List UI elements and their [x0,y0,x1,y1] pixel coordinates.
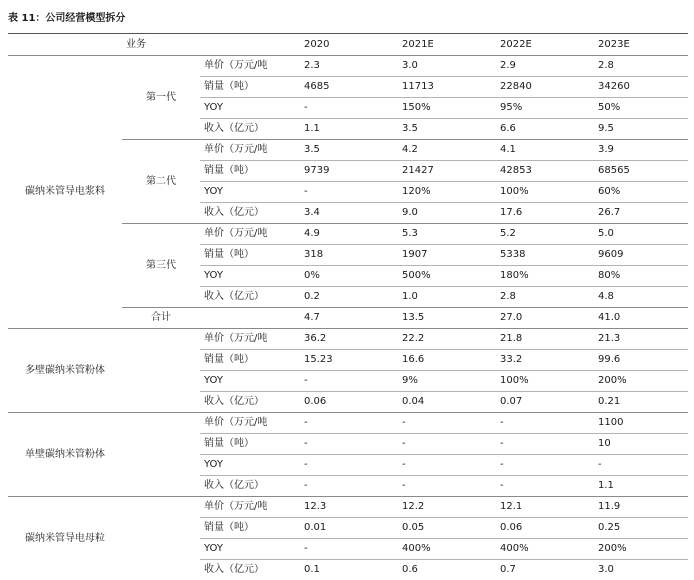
value-cell: 3.5 [300,140,398,161]
metric-label: 销量（吨） [200,350,300,371]
value-cell: 50% [594,98,688,119]
metric-label: 销量（吨） [200,434,300,455]
subgroup-name: 第一代 [122,56,200,140]
header-year: 2021E [398,35,496,56]
value-cell: 4.9 [300,224,398,245]
value-cell: 120% [398,182,496,203]
value-cell: 4.1 [496,140,594,161]
value-cell: 4.8 [594,287,688,308]
value-cell: 0.07 [496,392,594,413]
value-cell: - [594,455,688,476]
value-cell: 100% [496,182,594,203]
metric-label: 单价（万元/吨 [200,413,300,434]
value-cell: 22840 [496,77,594,98]
value-cell: 80% [594,266,688,287]
value-cell: 100% [496,371,594,392]
header-year: 2022E [496,35,594,56]
metric-label: YOY [200,371,300,392]
group-name: 碳纳米管导电浆料 [8,56,122,329]
metric-label: 收入（亿元） [200,392,300,413]
metric-label: 销量（吨） [200,245,300,266]
value-cell: 3.0 [398,56,496,77]
value-cell: - [300,476,398,497]
metric-label: 单价（万元/吨 [200,140,300,161]
metric-label: YOY [200,182,300,203]
value-cell: 1.1 [300,119,398,140]
value-cell: 0.7 [496,560,594,580]
value-cell: 41.0 [594,308,688,329]
value-cell: - [300,182,398,203]
value-cell: 68565 [594,161,688,182]
subgroup-name: 第二代 [122,140,200,224]
value-cell: 318 [300,245,398,266]
header-business: 业务 [122,35,300,56]
value-cell: 34260 [594,77,688,98]
metric-label: YOY [200,455,300,476]
value-cell: 5338 [496,245,594,266]
value-cell: - [300,371,398,392]
value-cell: 11.9 [594,497,688,518]
value-cell: 21427 [398,161,496,182]
value-cell: - [300,455,398,476]
metric-label: 销量（吨） [200,77,300,98]
subgroup-name [122,413,200,497]
title-underline [8,33,688,34]
value-cell: 2.9 [496,56,594,77]
value-cell: 0.25 [594,518,688,539]
group-name: 单壁碳纳米管粉体 [8,413,122,497]
value-cell: 12.1 [496,497,594,518]
value-cell: 6.6 [496,119,594,140]
value-cell: 0.01 [300,518,398,539]
header-year: 2020 [300,35,398,56]
value-cell: 0.6 [398,560,496,580]
value-cell: 400% [496,539,594,560]
metric-label [200,308,300,329]
value-cell: 9.0 [398,203,496,224]
subgroup-name: 第三代 [122,224,200,308]
metric-label: 销量（吨） [200,518,300,539]
value-cell: 60% [594,182,688,203]
metric-label: 销量（吨） [200,161,300,182]
value-cell: 12.3 [300,497,398,518]
value-cell: 9739 [300,161,398,182]
value-cell: 5.2 [496,224,594,245]
metric-label: 收入（亿元） [200,287,300,308]
value-cell: - [496,434,594,455]
value-cell: 0.06 [496,518,594,539]
value-cell: 1.0 [398,287,496,308]
value-cell: 180% [496,266,594,287]
group-name: 碳纳米管导电母粒 [8,497,122,580]
value-cell: 16.6 [398,350,496,371]
group-name: 多壁碳纳米管粉体 [8,329,122,413]
metric-label: 单价（万元/吨 [200,329,300,350]
value-cell: - [300,413,398,434]
value-cell: 9609 [594,245,688,266]
value-cell: 95% [496,98,594,119]
value-cell: 1100 [594,413,688,434]
value-cell: 17.6 [496,203,594,224]
table-body [8,35,688,580]
value-cell: 3.5 [398,119,496,140]
value-cell: - [300,539,398,560]
metric-label: YOY [200,98,300,119]
value-cell: 27.0 [496,308,594,329]
metric-label: YOY [200,266,300,287]
value-cell: 3.9 [594,140,688,161]
metric-label: 单价（万元/吨 [200,56,300,77]
value-cell: 11713 [398,77,496,98]
value-cell: 2.8 [594,56,688,77]
value-cell: 13.5 [398,308,496,329]
value-cell: - [398,413,496,434]
value-cell: 21.8 [496,329,594,350]
value-cell: 200% [594,539,688,560]
value-cell: 400% [398,539,496,560]
metric-label: 收入（亿元） [200,560,300,580]
value-cell: 2.3 [300,56,398,77]
value-cell: 21.3 [594,329,688,350]
value-cell: - [398,476,496,497]
value-cell: 3.0 [594,560,688,580]
metric-label: 单价（万元/吨 [200,497,300,518]
value-cell: 1.1 [594,476,688,497]
value-cell: 0.2 [300,287,398,308]
table-row [8,329,688,350]
value-cell: 26.7 [594,203,688,224]
metric-label: 收入（亿元） [200,119,300,140]
value-cell: 0.05 [398,518,496,539]
value-cell: 2.8 [496,287,594,308]
value-cell: - [300,434,398,455]
value-cell: 99.6 [594,350,688,371]
value-cell: 36.2 [300,329,398,350]
value-cell: - [398,455,496,476]
value-cell: - [398,434,496,455]
value-cell: 4.2 [398,140,496,161]
value-cell: 9.5 [594,119,688,140]
value-cell: 1907 [398,245,496,266]
value-cell: 3.4 [300,203,398,224]
value-cell: 5.3 [398,224,496,245]
value-cell: 0.21 [594,392,688,413]
subgroup-name: 合计 [122,308,200,329]
value-cell: 33.2 [496,350,594,371]
metric-label: 收入（亿元） [200,476,300,497]
value-cell: 200% [594,371,688,392]
table-row [8,413,688,434]
value-cell: 5.0 [594,224,688,245]
value-cell: - [496,413,594,434]
header-row [8,35,688,56]
value-cell: 4685 [300,77,398,98]
value-cell: - [496,455,594,476]
value-cell: 4.7 [300,308,398,329]
subgroup-name [122,497,200,580]
value-cell: 10 [594,434,688,455]
value-cell: 0.1 [300,560,398,580]
metric-label: 收入（亿元） [200,203,300,224]
value-cell: 500% [398,266,496,287]
metric-label: 单价（万元/吨 [200,224,300,245]
value-cell: - [300,98,398,119]
value-cell: 9% [398,371,496,392]
value-cell: 0% [300,266,398,287]
value-cell: - [496,476,594,497]
table-row [8,497,688,518]
metric-label: YOY [200,539,300,560]
value-cell: 12.2 [398,497,496,518]
value-cell: 150% [398,98,496,119]
header-empty-cell [8,35,122,56]
header-year: 2023E [594,35,688,56]
business-model-table [8,35,688,580]
table-title: 表 11：公司经营模型拆分 [8,13,125,25]
value-cell: 22.2 [398,329,496,350]
value-cell: 0.04 [398,392,496,413]
value-cell: 0.06 [300,392,398,413]
value-cell: 42853 [496,161,594,182]
subgroup-name [122,329,200,413]
value-cell: 15.23 [300,350,398,371]
table-row [8,56,688,77]
